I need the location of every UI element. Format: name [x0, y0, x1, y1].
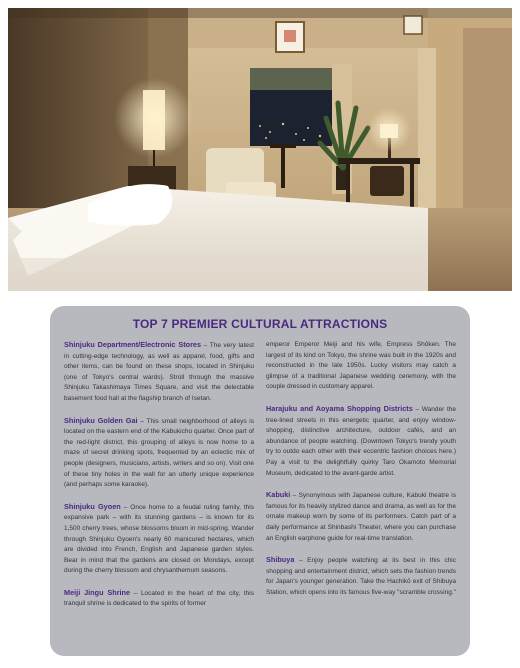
attraction-meiji-jingu-continued: emperor Emperor Meiji and his wife, Empress Shōken. The largest of its kind on Tokyo, the shrine was built in the 1920s and reconstructed in the late 1950s. Lucky visitors may catch a glimpse of a traditional Japanese wedding ceremony, with the couple dressed in customary apparel. [266, 341, 456, 391]
attraction-description: – Wander the tree-lined streets in this energetic quarter, and enjoy window-shopping, distinctive architecture, outdoor cafés, and an abundance of people watching. (Downtown Tokyo's trendy youth try to outdo each other with their eccentric fashion choices here.) Pay a visit to the delightfully quirky Taro Okamoto Memorial Museum, dedicated to the avant-garde artist. [266, 405, 456, 477]
attraction-shinjuku-gyoen [64, 502, 254, 577]
attraction-shibuya [266, 555, 456, 598]
attraction-heading: Shinjuku Gyoen [64, 501, 121, 511]
hotel-room-illustration [8, 8, 512, 291]
attraction-shinjuku-stores [64, 340, 254, 405]
attraction-description: – Enjoy people watching at its best in this chic shopping and entertainment district, which sets the fashion trends for Japan's younger generation. Take the Hachikō exit of Shibuya Station, which opens into its famous five-way "scramble crossing." [266, 557, 456, 596]
attractions-panel [50, 306, 470, 656]
attraction-heading: Shinjuku Golden Gai [64, 415, 138, 425]
attraction-golden-gai [64, 416, 254, 491]
left-column [64, 340, 254, 621]
attraction-kabuki [266, 490, 456, 544]
attraction-description: – Once home to a feudal ruling family, this expansive park – with its stunning gardens – is known for its 1,500 cherry trees, whose blossoms bloom in mid-spring. Wander through Shinjuku Gyoen's nearly 60 manicured hectares, which are divided into French, English and Japanese garden styles. Bear in mind that the gardens are closed on Mondays, except during the cherry blossom and chrysanthemum seasons. [64, 503, 254, 575]
attraction-heading: Shinjuku Department/Electronic Stores [64, 340, 202, 349]
attraction-heading: Meiji Jingu Shrine [64, 587, 131, 597]
attraction-description: – This small neighborhood of alleys is located on the eastern end of the Kabukicho quarter. Once part of the red-light district, this grouping of alleys is now home to a maze of secret drinking spots, frequented by an eclectic mix of people (designers, musicians, artists, writers and so on). Visit one of these tiny holes in the wall for an utterly unique experience (and perhaps some karaoke). [64, 417, 254, 489]
attraction-description: – Located in the heart of the city, this tranquil shrine is dedicated to the spirits of former [64, 589, 254, 608]
panel-title: TOP 7 PREMIER CULTURAL ATTRACTIONS [132, 317, 388, 331]
right-column [266, 340, 456, 621]
attraction-heading: Harajuku and Aoyama Shopping Districts [266, 403, 413, 413]
hotel-room-photo [8, 8, 512, 291]
attraction-meiji-jingu [64, 588, 254, 610]
attraction-harajuku-aoyama [266, 404, 456, 479]
attraction-heading: Shibuya [266, 555, 295, 565]
attraction-description: – The very latest in cutting-edge technology, as well as apparel, food, gifts and other items, can be found on these shops, located in Shinjuku (one of Tokyo's central wards). Stroll through the massive Shinjuku Takashimaya Times Square, and visit the delectable basement food hall at the flagship branch of Isetan. [64, 342, 254, 402]
attraction-heading: Kabuki [266, 490, 291, 500]
attraction-description: – Synonymous with Japanese culture, Kabuki theatre is famous for its heavily stylized dance and drama, as well as for the ornate makeup worn by some of its performers. Catch part of a daily performance at Shinbashi Theater, where you can purchase an English earphone guide for real-time translation. [266, 492, 456, 542]
